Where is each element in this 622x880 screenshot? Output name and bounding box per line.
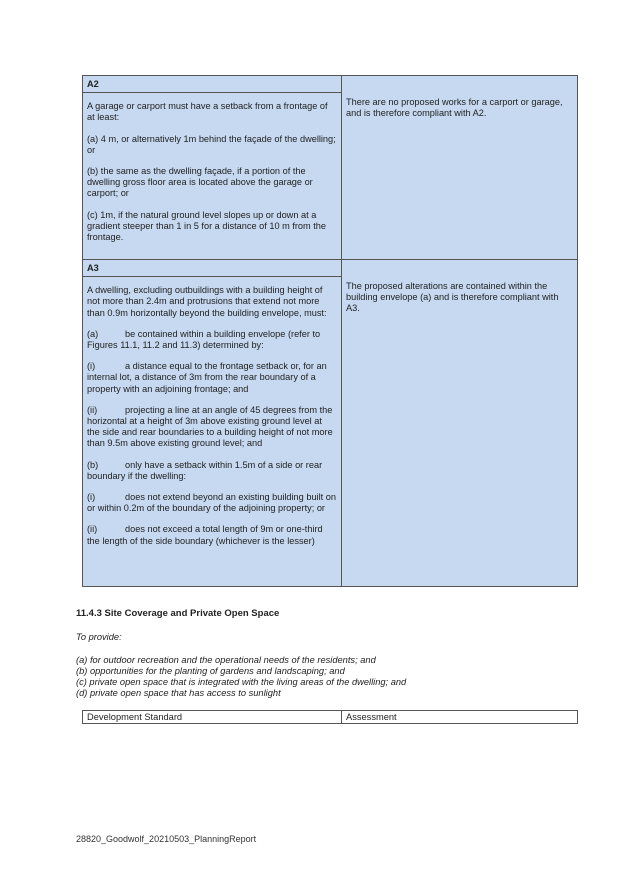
a3-item (87, 524, 337, 546)
a3-assessment: The proposed alterations are contained within the building envelope (a) and is therefore compliant with A3. (346, 281, 559, 314)
a2-para: (a) 4 m, or alternatively 1m behind the façade of the dwelling; or (87, 133, 336, 155)
a3-standard-cell (83, 260, 342, 587)
development-standard-table (82, 710, 578, 724)
a3-item-label: (ii) (87, 404, 98, 415)
list-item: (b) opportunities for the planting of gardens and landscaping; and (76, 666, 345, 676)
page-footer: 28820_Goodwolf_20210503_PlanningReport (76, 834, 257, 844)
a3-item (87, 329, 337, 351)
a2-standard-cell (83, 76, 342, 260)
a3-item-label: (b) (87, 459, 99, 470)
table-row-a3 (83, 260, 578, 587)
a3-item (87, 492, 337, 514)
a2-para: (c) 1m, if the natural ground level slopes up or down at a gradient steeper than 1 in 5 for a distance of 10 m from the frontage. (87, 209, 327, 243)
section-intro: To provide: (76, 632, 122, 642)
a2-para: (b) the same as the dwelling façade, if a portion of the dwelling gross floor area is located above the garage or carport; or (87, 166, 313, 199)
col-assessment: Assessment (342, 711, 578, 724)
a3-item-label: (i) (87, 492, 96, 503)
table-row (83, 711, 578, 724)
a3-item-text: a distance equal to the frontage setback or, for an internal lot, a distance of 3m from the rear boundary of a property with an adjoining frontage; and (87, 361, 327, 394)
col-development-standard: Development Standard (83, 711, 342, 724)
a3-item-text: only have a setback within 1.5m of a side or rear boundary if the dwelling: (87, 459, 323, 481)
a3-item-label: (i) (87, 361, 96, 372)
a3-item-text: projecting a line at an angle of 45 degrees from the horizontal at a height of 3m above existing ground level at the side and rear boundaries to a building height of not more than 9.5m above existing ground level; and (87, 404, 333, 449)
a3-item-text: be contained within a building envelope (refer to Figures 11.1, 11.2 and 11.3) determined by: (87, 328, 321, 351)
list-item: (c) private open space that is integrated with the living areas of the dwelling; and (76, 677, 407, 687)
a3-item (87, 405, 337, 450)
list-item: (a) for outdoor recreation and the operational needs of the residents; and (76, 655, 376, 665)
list-item: (d) private open space that has access to sunlight (76, 688, 281, 698)
a3-item-text: does not exceed a total length of 9m or one-third the length of the side boundary (whichever is the lesser) (87, 524, 323, 546)
a3-item-label: (ii) (87, 524, 98, 535)
a3-item (87, 460, 337, 482)
a3-assessment-cell (342, 260, 578, 587)
a3-item (87, 361, 337, 395)
a2-para: A garage or carport must have a setback from a frontage of at least: (87, 101, 328, 123)
section-title: 11.4.3 Site Coverage and Private Open Space (76, 608, 280, 619)
standards-table (82, 75, 578, 587)
table-row-a2 (83, 76, 578, 260)
a3-item-text: does not extend beyond an existing building built on or within 0.2m of the boundary of the adjoining property; or (87, 492, 336, 514)
a2-heading: A2 (83, 79, 341, 93)
objectives-list (76, 655, 406, 699)
a3-heading: A3 (83, 263, 341, 277)
a3-intro: A dwelling, excluding outbuildings with a building height of not more than 2.4m and protrusions that extend not more than 0.9m horizontally beyond the building envelope, must: (87, 285, 327, 318)
a2-assessment: There are no proposed works for a carport or garage, and is therefore compliant with A2. (346, 97, 563, 119)
a3-item-label: (a) (87, 328, 99, 339)
a2-assessment-cell (342, 76, 578, 260)
